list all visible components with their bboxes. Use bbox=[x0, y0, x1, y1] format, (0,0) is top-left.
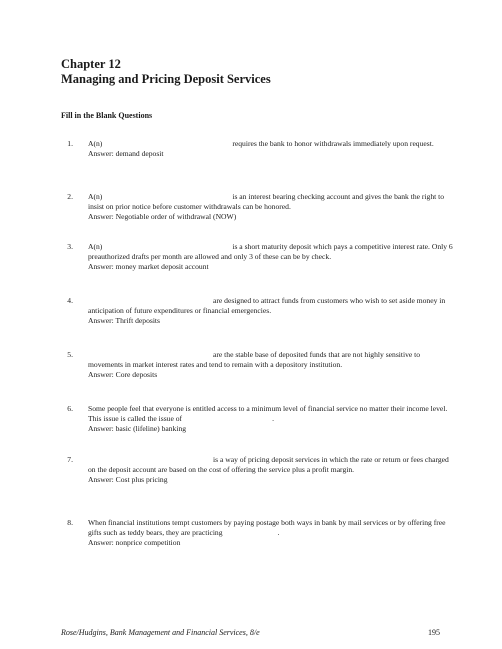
answer-text: Answer: nonprice competition bbox=[88, 537, 181, 547]
answer-blank bbox=[102, 145, 232, 146]
answer-blank bbox=[102, 248, 232, 249]
answer-text: Answer: money market deposit account bbox=[88, 261, 209, 271]
answer-text: Answer: Negotiable order of withdrawal (NOW) bbox=[88, 211, 237, 221]
question-body bbox=[88, 350, 453, 379]
question-text-before: A(n) bbox=[88, 242, 103, 251]
question-number: 1. bbox=[67, 139, 73, 148]
question-number: 5. bbox=[67, 350, 73, 359]
answer-blank bbox=[223, 534, 278, 535]
question-text-before: A(n) bbox=[88, 192, 103, 201]
answer-blank bbox=[88, 461, 213, 462]
question-item bbox=[48, 455, 453, 484]
question-number: 7. bbox=[67, 455, 73, 464]
question-item bbox=[48, 518, 453, 547]
question-item bbox=[48, 296, 453, 325]
question-text-after: requires the bank to honor withdrawals immediately upon request. bbox=[232, 139, 434, 148]
chapter-number: Chapter 12 bbox=[61, 57, 121, 71]
question-number: 6. bbox=[67, 404, 73, 413]
answer-text: Answer: basic (lifeline) banking bbox=[88, 423, 187, 433]
question-text-after: are the stable base of deposited funds that are not highly sensitive to movements in market interest rates and tend to remain with a depository institution. bbox=[88, 350, 421, 369]
question-body bbox=[88, 455, 453, 484]
question-text-after: . bbox=[272, 413, 274, 423]
answer-text: Answer: demand deposit bbox=[88, 148, 164, 158]
question-number: 2. bbox=[67, 192, 73, 201]
footer-source: Rose/Hudgins, Bank Management and Financial Services, 8/e bbox=[61, 628, 260, 637]
question-text-after: are designed to attract funds from customers who wish to set aside money in anticipation of future expenditures or financial emergencies. bbox=[88, 296, 446, 315]
question-item bbox=[48, 192, 453, 221]
question-number: 3. bbox=[67, 242, 73, 251]
chapter-heading bbox=[61, 57, 271, 87]
question-item bbox=[48, 404, 453, 433]
question-body bbox=[88, 192, 453, 221]
question-item bbox=[48, 242, 453, 271]
question-item bbox=[48, 139, 453, 159]
question-text-after: is a short maturity deposit which pays a competitive interest rate. Only 6 preauthorized drafts per month are allowed and only 3 of these can be by check. bbox=[88, 242, 453, 261]
question-body bbox=[88, 242, 453, 271]
answer-text: Answer: Thrift deposits bbox=[88, 315, 160, 325]
question-text-before: A(n) bbox=[88, 139, 103, 148]
question-number: 8. bbox=[67, 518, 73, 527]
answer-text: Answer: Core deposits bbox=[88, 369, 158, 379]
question-body bbox=[88, 518, 453, 547]
question-number: 4. bbox=[67, 296, 73, 305]
answer-blank bbox=[88, 302, 213, 303]
section-heading: Fill in the Blank Questions bbox=[61, 111, 153, 120]
question-text-after: is a way of pricing deposit services in which the rate or return or fees charged on the deposit account are based on the cost of offering the service plus a profit margin. bbox=[88, 455, 449, 474]
question-body bbox=[88, 404, 453, 433]
answer-text: Answer: Cost plus pricing bbox=[88, 474, 168, 484]
answer-blank bbox=[102, 198, 232, 199]
question-text-after: is an interest bearing checking account and gives the bank the right to insist on prior notice before customer withdrawals can be honored. bbox=[88, 192, 445, 211]
question-text-after: . bbox=[277, 527, 280, 537]
answer-blank bbox=[88, 356, 213, 357]
question-text-before: Some people feel that everyone is entitled access to a minimum level of financial service no matter their income level. This issue is called the issue of bbox=[88, 404, 448, 423]
page-number: 195 bbox=[428, 628, 440, 637]
question-text-before: When financial institutions tempt customers by paying postage both ways in bank by mail services or by offering free gifts such as teddy bears, they are practicing bbox=[88, 518, 446, 537]
chapter-title: Managing and Pricing Deposit Services bbox=[61, 72, 271, 86]
question-body bbox=[88, 139, 453, 159]
answer-blank bbox=[182, 420, 272, 421]
question-item bbox=[48, 350, 453, 379]
question-body bbox=[88, 296, 453, 325]
